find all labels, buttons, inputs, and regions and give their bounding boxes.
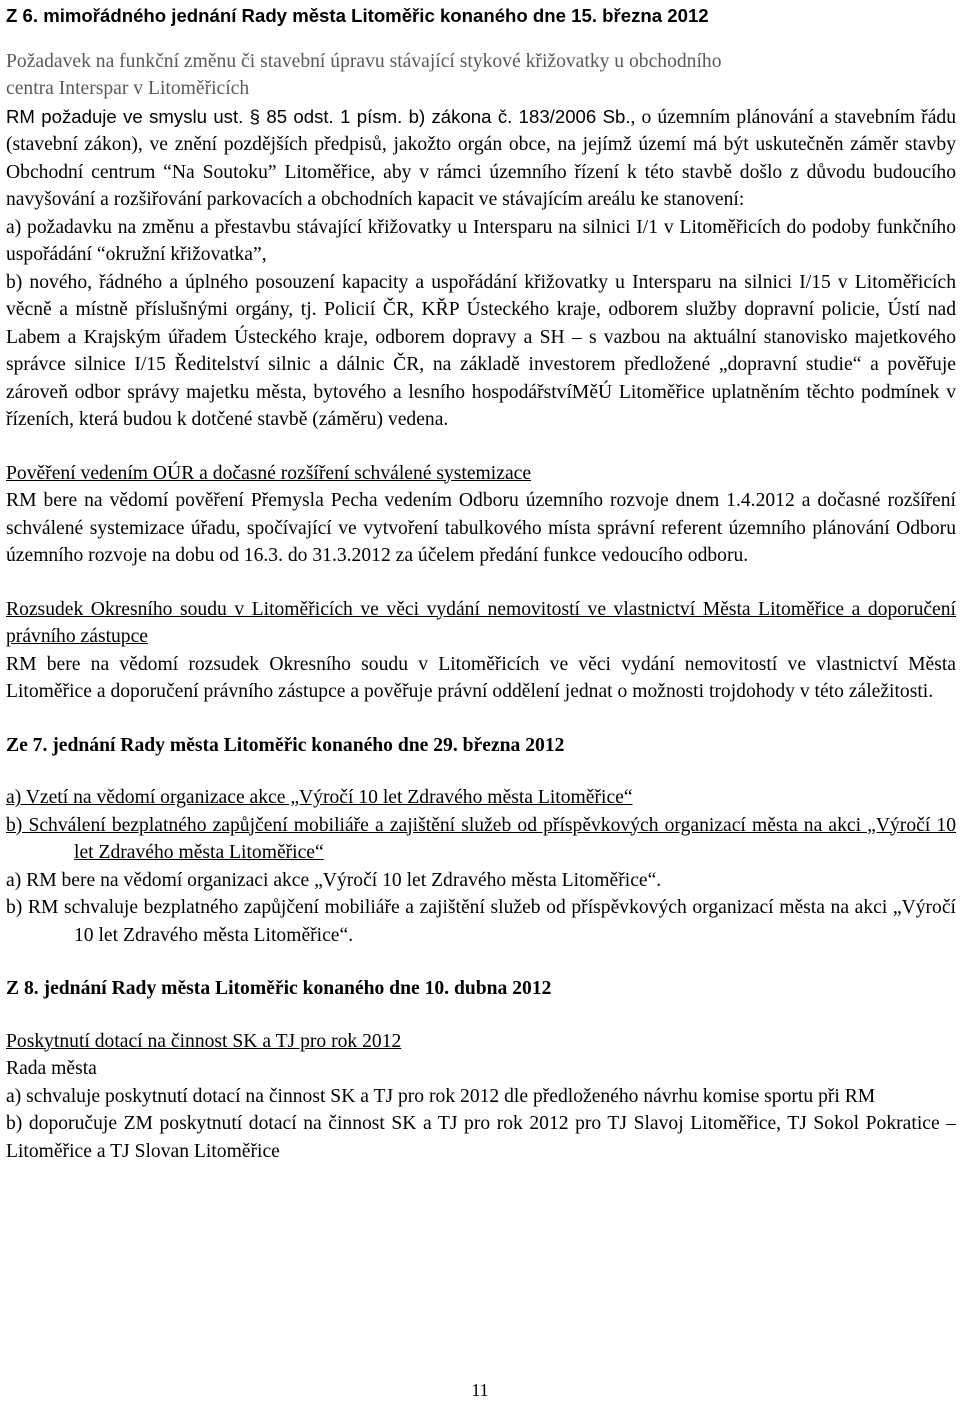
topic-1-body-text: , o územním plánování a stavebním řádu (stavební zákon), ve znění pozdějších předpisů, jakožto orgán obce, na jejímž území má být uskutečněn záměr stavby Obchodní centrum “Na Soutoku” Litoměřice, aby v rámci územního řízení k této stavbě došlo z důvodu budoucího navyšování a rozšiřování parkovacích a obchodních kapacit ve stávajícím areálu ke stanovení: [6, 106, 956, 210]
section-7-title: Ze 7. jednání Rady města Litoměřic konaného dne 29. března 2012 [6, 734, 565, 756]
topic-3-title: Rozsudek Okresního soudu v Litoměřicích ve věci vydání nemovitostí ve vlastnictví Města Litoměřice a doporučení právního zástupce [6, 598, 956, 647]
section-8-rada: Rada města [6, 1058, 97, 1079]
section-7-item-b-title: b) Schválení bezplatného zapůjčení mobiliáře a zajištění služeb od příspěvkových organizací města na akci „Výročí 10 let Zdravého města Litoměřice“ [6, 814, 956, 863]
document-page [6, 0, 956, 1165]
topic-1-title-line-2: centra Interspar v Litoměřicích [6, 78, 250, 99]
page-number: 11 [471, 1380, 489, 1400]
section-7-item-a-title: a) Vzetí na vědomí organizace akce „Výročí 10 let Zdravého města Litoměřice“ [6, 787, 633, 808]
section-7-item-b-body: b) RM schvaluje bezplatného zapůjčení mobiliáře a zajištění služeb od příspěvkových organizací města na akci „Výročí 10 let Zdravého města Litoměřice“. [6, 897, 956, 946]
topic-3-body: RM bere na vědomí rozsudek Okresního soudu v Litoměřicích ve věci vydání nemovitostí ve vlastnictví Města Litoměřice a doporučení právního zástupce a pověřuje právní oddělení jednat o možnosti trojdohody v této záležitosti. [6, 653, 956, 702]
topic-1-legal-reference: RM požaduje ve smyslu ust. § 85 odst. 1 písm. b) zákona č. 183/2006 Sb. [6, 105, 631, 127]
section-8-item-a: a) schvaluje poskytnutí dotací na činnost SK a TJ pro rok 2012 dle předloženého návrhu komise sportu při RM [6, 1085, 876, 1107]
topic-2-body: RM bere na vědomí pověření Přemysla Pecha vedením Odboru územního rozvoje dnem 1.4.2012 a dočasné rozšíření schválené systemizace úřadu, spočívající ve vytvoření tabulkového místa správní referent územního plánování Odboru územního rozvoje na dobu od 16.3. do 31.3.2012 za účelem předání funkce vedoucího odboru. [6, 490, 956, 566]
section-7-item-a-body: a) RM bere na vědomí organizaci akce „Výročí 10 let Zdravého města Litoměřice“. [6, 869, 662, 891]
topic-1-body [6, 103, 956, 214]
topic-2-title: Pověření vedením OÚR a dočasné rozšíření schválené systemizace [6, 462, 532, 484]
section-8-topic-title: Poskytnutí dotací na činnost SK a TJ pro rok 2012 [6, 1030, 402, 1052]
topic-1-title-line-1: Požadavek na funkční změnu či stavební úpravu stávající stykové křižovatky u obchodního [6, 50, 722, 72]
section-8-item-b: b) doporučuje ZM poskytnutí dotací na činnost SK a TJ pro rok 2012 pro TJ Slavoj Litoměřice, TJ Sokol Pokratice – Litoměřice a TJ Slovan Litoměřice [6, 1113, 956, 1162]
section-6-title: Z 6. mimořádného jednání Rady města Litoměřic konaného dne 15. března 2012 [6, 5, 709, 26]
topic-1-item-a: a) požadavku na změnu a přestavbu stávající křižovatky u Intersparu na silnici I/1 v Litoměřicích do podoby funkčního uspořádání “okružní křižovatka”, [6, 216, 956, 265]
topic-1-item-b: b) nového, řádného a úplného posouzení kapacity a uspořádání křižovatky u Intersparu na silnici I/15 v Litoměřicích věcně a místně příslušnými orgány, tj. Policií ČR, KŘP Ústeckého kraje, odborem služby dopravní policie, Ústí nad Labem a Krajským úřadem Ústeckého kraje, odborem dopravy a SH – s vazbou na aktuální stanovisko majetkového správce silnice I/15 Ředitelství silnic a dálnic ČR, na základě investorem předložené „dopravní studie“ a pověřuje zároveň odbor správy majetku města, bytového a lesního hospodářstvíMěÚ Litoměřice uplatněním těchto podmínek v řízeních, která budou k dotčené stavbě (záměru) vedena. [6, 271, 956, 430]
section-8-title: Z 8. jednání Rady města Litoměřic konaného dne 10. dubna 2012 [6, 978, 552, 999]
